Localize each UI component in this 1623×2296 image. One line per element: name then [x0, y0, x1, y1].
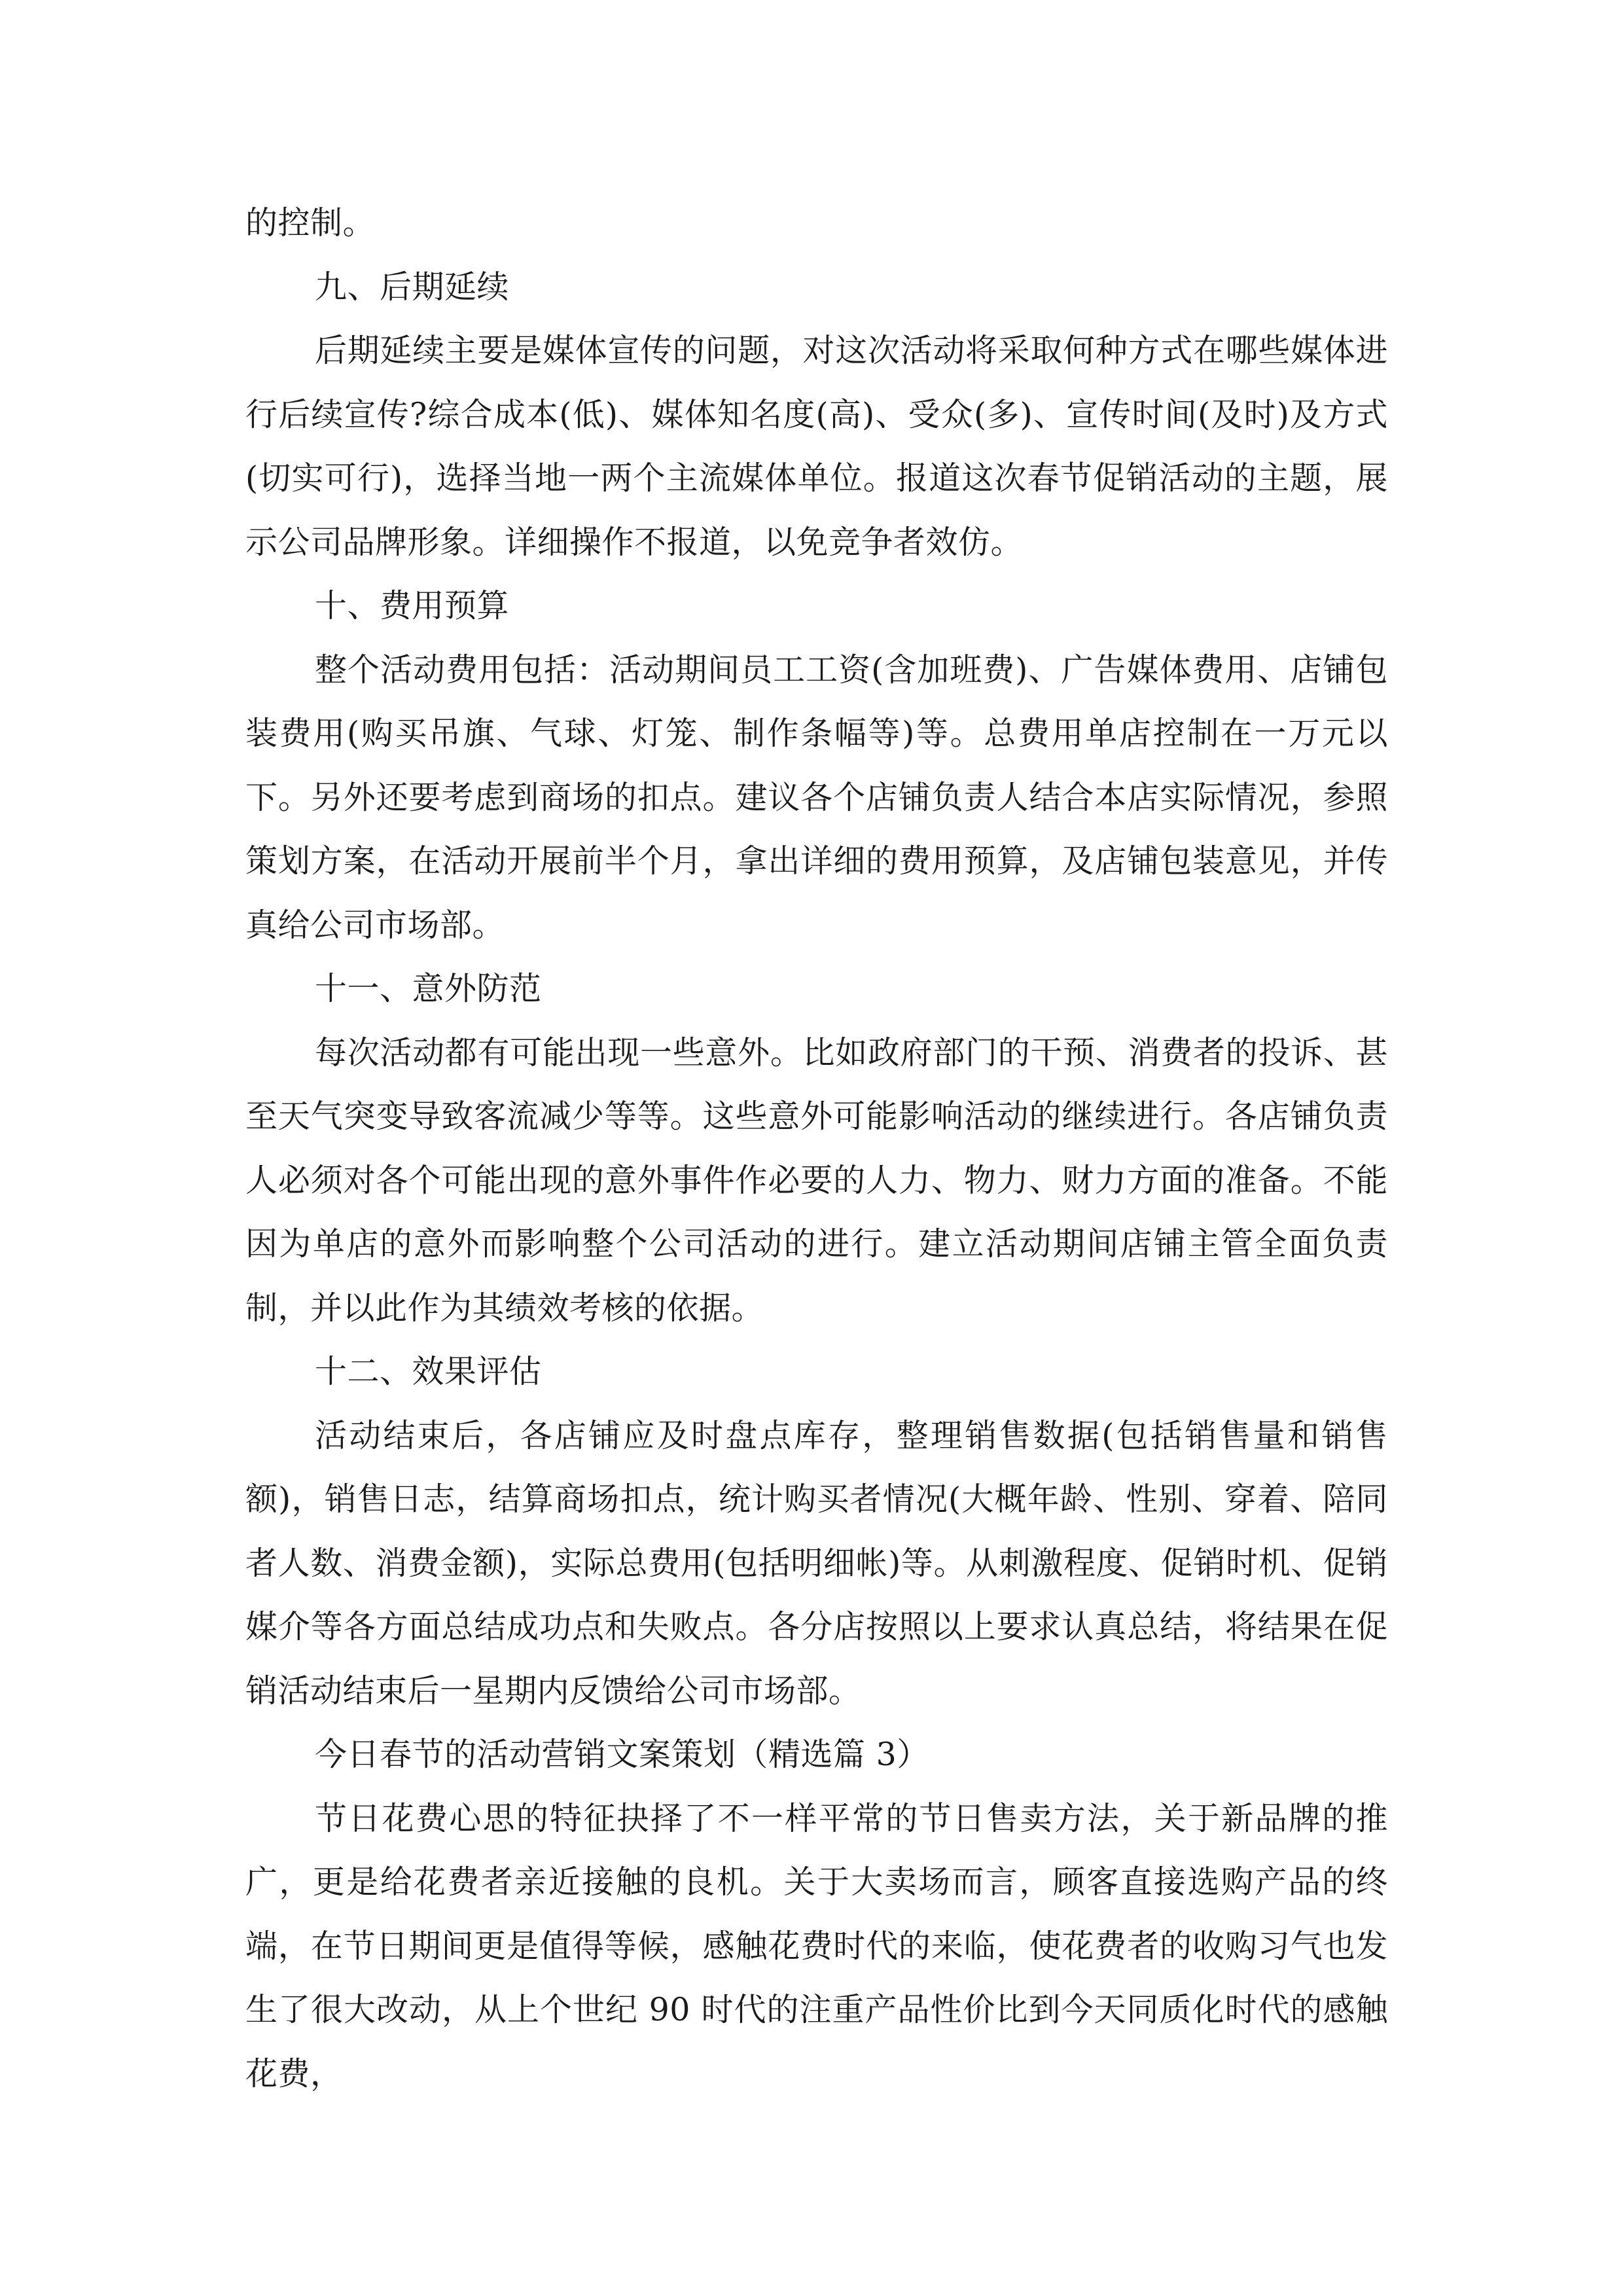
paragraph-intro: 节日花费心思的特征抉择了不一样平常的节日售卖方法，关于新品牌的推广，更是给花费者亲近接触的良机。关于大卖场而言，顾客直接选购产品的终端，在节日期间更是值得等候，感触花费时代的来临，使花费者的收购习气也发生了很大改动，从上个世纪 90 时代的注重产品性价比到今天同质化时代的感触花费， — [245, 1799, 1388, 2092]
article-title: 今日春节的活动营销文案策划（精选篇 3） — [315, 1736, 929, 1773]
paragraph-continuation: 的控制。 — [245, 204, 376, 242]
section-heading-11: 十一、意外防范 — [315, 970, 542, 1007]
paragraph-follow-up: 后期延续主要是媒体宣传的问题，对这次活动将采取何种方式在哪些媒体进行后续宣传?综合成本(低)、媒体知名度(高)、受众(多)、宣传时间(及时)及方式(切实可行)，选择当地一两个主流媒体单位。报道这次春节促销活动的主题，展示公司品牌形象。详细操作不报道，以免竞争者效仿。 — [245, 332, 1388, 561]
paragraph-contingency: 每次活动都有可能出现一些意外。比如政府部门的干预、消费者的投诉、甚至天气突变导致客流减少等等。这些意外可能影响活动的继续进行。各店铺负责人必须对各个可能出现的意外事件作必要的人力、物力、财力方面的准备。不能因为单店的意外而影响整个公司活动的进行。建立活动期间店铺主管全面负责制，并以此作为其绩效考核的依据。 — [245, 1033, 1388, 1327]
section-heading-10: 十、费用预算 — [315, 587, 510, 624]
section-heading-12: 十二、效果评估 — [315, 1353, 542, 1390]
paragraph-budget: 整个活动费用包括：活动期间员工工资(含加班费)、广告媒体费用、店铺包装费用(购买吊旗、气球、灯笼、制作条幅等)等。总费用单店控制在一万元以下。另外还要考虑到商场的扣点。建议各个店铺负责人结合本店实际情况，参照策划方案，在活动开展前半个月，拿出详细的费用预算，及店铺包装意见，并传真给公司市场部。 — [245, 651, 1388, 944]
document-body — [245, 191, 1388, 2106]
paragraph-evaluation: 活动结束后，各店铺应及时盘点库存，整理销售数据(包括销售量和销售额)，销售日志，结算商场扣点，统计购买者情况(大概年龄、性别、穿着、陪同者人数、消费金额)，实际总费用(包括明细帐)等。从刺激程度、促销时机、促销媒介等各方面总结成功点和失败点。各分店按照以上要求认真总结，将结果在促销活动结束后一星期内反馈给公司市场部。 — [245, 1416, 1388, 1710]
section-heading-9: 九、后期延续 — [315, 268, 510, 306]
